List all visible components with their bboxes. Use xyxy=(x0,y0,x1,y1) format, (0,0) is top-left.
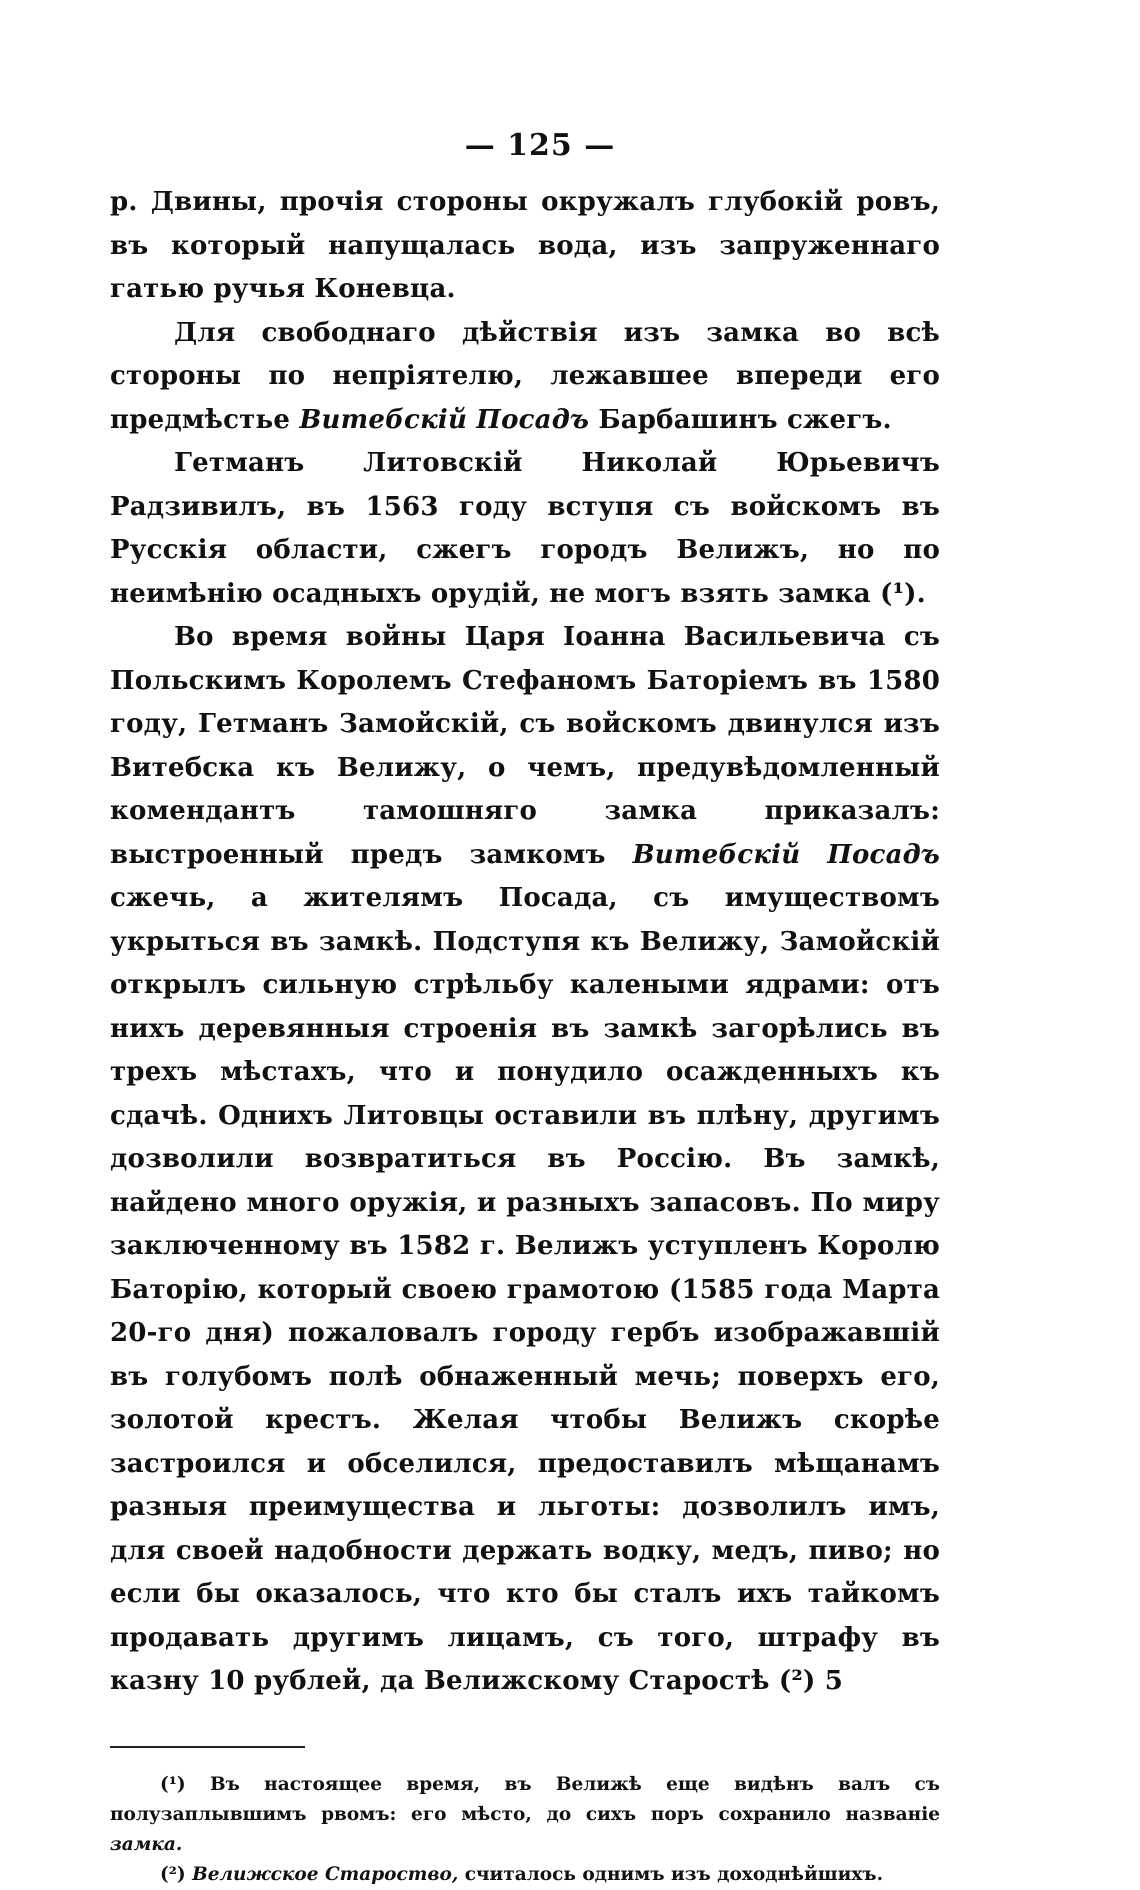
paragraph-3 xyxy=(110,442,940,616)
body-text xyxy=(110,181,940,1704)
footnotes xyxy=(110,1770,940,1890)
paragraph-2-text: Для свободнаго дѣйствія изъ замка во всѣ стороны по непріятелю, лежавшее впереди его предмѣстье xyxy=(110,317,940,435)
paragraph-1-text: р. Двины, прочія стороны окружалъ глубокій ровъ, въ который напущалась вода, изъ запруженнаго гатью ручья Коневца. xyxy=(110,187,940,304)
paragraph-4-text: Во время войны Царя Іоанна Васильевича съ Польскимъ Королемъ Стефаномъ Баторіемъ въ 1580 году, Гетманъ Замойскій, съ войскомъ двинулся изъ Витебска къ Велижу, о чемъ, предувѣдомленный комендантъ тамошняго замка приказалъ: выстроенный предъ замкомъ xyxy=(110,622,940,870)
paragraph-1 xyxy=(110,181,940,312)
paragraph-4 xyxy=(110,616,940,1704)
footnote-2 xyxy=(110,1860,940,1890)
paragraph-2-text-end: Барбашинъ сжегъ. xyxy=(589,404,892,435)
paragraph-4-text-end: сжечь, а жителямъ Посада, съ имуществомъ укрыться въ замкѣ. Подступя къ Велижу, Замойскій открылъ сильную стрѣльбу калеными ядрами: отъ нихъ деревянныя строенія въ замкѣ загорѣлись въ трехъ мѣстахъ, что и понудило осажденныхъ къ сдачѣ. Однихъ Литовцы оставили въ плѣну, другимъ дозволили возвратиться въ Россію. Въ замкѣ, найдено много оружія, и разныхъ запасовъ. По миру заключенному въ 1582 г. Велижъ уступленъ Королю Баторію, который своею грамотою (1585 года Марта 20-го дня) пожаловалъ городу гербъ изображавшій въ голубомъ полѣ обнаженный мечь; поверхъ его, золотой крестъ. Желая чтобы Велижъ скорѣе застроился и обселился, предоставилъ мѣщанамъ разныя преимущества и льготы: дозволилъ имъ, для своей надобности держать водку, медъ, пиво; но если бы оказалось, что кто бы сталъ ихъ тайкомъ продавать другимъ лицамъ, съ того, штрафу въ казну 10 рублей, да Велижскому Старостѣ (²) 5 xyxy=(110,883,940,1696)
footnote-1 xyxy=(110,1770,940,1860)
paragraph-2-italic: Витебскій Посадъ xyxy=(299,404,590,435)
footnote-divider xyxy=(110,1746,305,1748)
footnote-2-marker: (²) xyxy=(160,1863,193,1885)
paragraph-2 xyxy=(110,312,940,443)
footnote-2-italic: Велижское Староство, xyxy=(192,1863,459,1885)
page-number: — 125 — xyxy=(464,128,616,163)
paragraph-4-italic: Витебскій Посадъ xyxy=(632,839,940,870)
paragraph-3-text: Гетманъ Литовскій Николай Юрьевичъ Радзивилъ, въ 1563 году вступя съ войскомъ въ Русскія области, сжегъ городъ Велижъ, но по неимѣнію осадныхъ орудій, не могъ взять замка (¹). xyxy=(110,448,940,609)
footnote-2-text: считалось однимъ изъ доходнѣйшихъ. xyxy=(458,1863,884,1885)
footnote-1-italic: замка. xyxy=(110,1833,183,1855)
footnote-1-text: (¹) Въ настоящее время, въ Велижѣ еще видѣнъ валъ съ полузаплывшимъ рвомъ: его мѣсто, до сихъ поръ сохранило названіе xyxy=(110,1773,940,1825)
